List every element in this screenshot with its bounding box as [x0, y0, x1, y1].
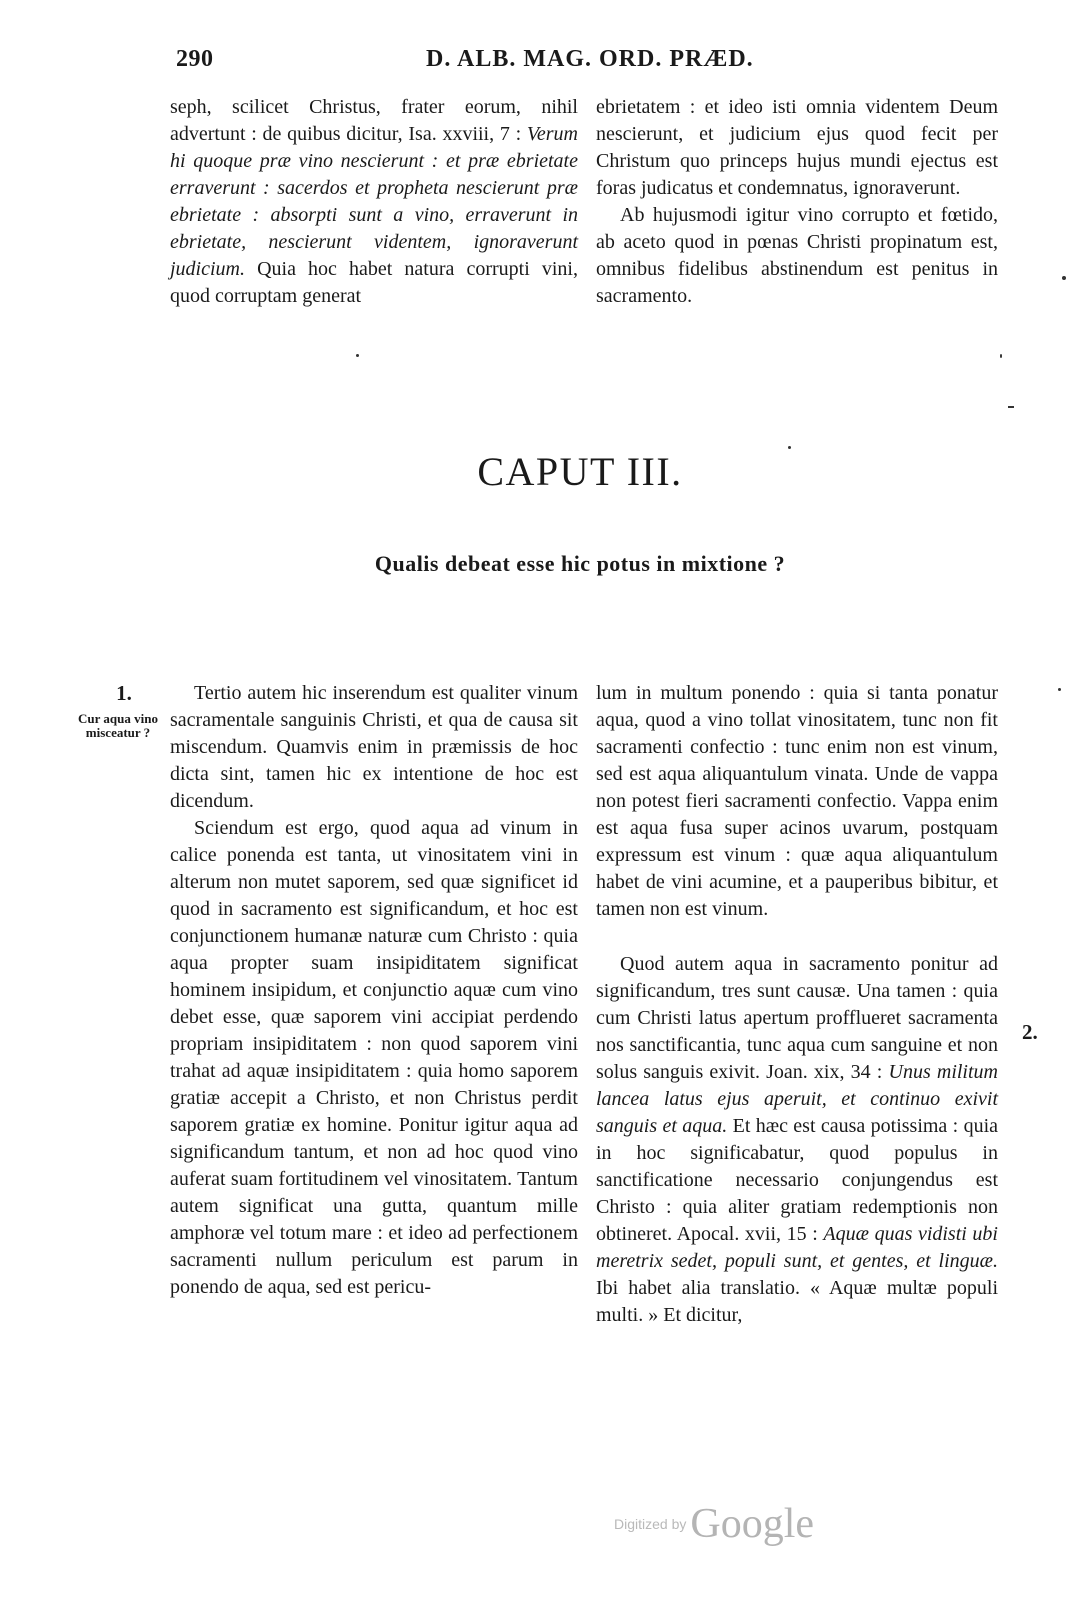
- scripture-quote: Aquæ quas vidisti ubi meretrix sedet, populi sunt, et gentes, et linguæ.: [596, 1223, 998, 1272]
- running-header: [170, 44, 1000, 78]
- paragraph-gap: [596, 923, 998, 951]
- scan-speck: [1058, 688, 1061, 691]
- header-title: D. ALB. MAG. ORD. PRÆD.: [426, 46, 754, 72]
- chapter-subtitle: Qualis debeat esse hic potus in mixtione ?: [374, 551, 786, 576]
- scan-speck: [788, 446, 791, 449]
- text-run: Quia hoc habet natura corrupti vini, quod corruptam generat: [170, 258, 578, 307]
- margin-section-number: 1.: [116, 681, 132, 705]
- paragraph: Ab hujusmodi igitur vino corrupto et fœtido, ab aceto quod in pœnas Christi propinatum est, omnibus fidelibus abstinendum est penitus in sacramento.: [596, 204, 998, 307]
- margin-note: Cur aqua vino misceatur ?: [78, 711, 158, 740]
- bottom-left-column: [170, 680, 578, 1301]
- watermark-caption: Digitized by: [614, 1516, 687, 1532]
- google-watermark: [614, 1500, 814, 1548]
- top-left-column: [170, 94, 578, 310]
- margin-section-number: 2.: [1022, 1020, 1038, 1044]
- bottom-right-column: [596, 680, 998, 1329]
- text-run: Quod autem aqua in sacramento ponitur ad significandum, tres sunt causæ. Una tamen : quia cum Christi latus apertum profflueret sacramenta nos sanctificantia, tunc aqua cum sanguine et non solus sanguis exivit. Joan. xix, 34 :: [596, 953, 998, 1083]
- scripture-quote: Unus militum lancea latus ejus aperuit, et continuo exivit sanguis et aqua.: [596, 1061, 998, 1137]
- google-logo: Google: [690, 1501, 815, 1547]
- paragraph: lum in multum ponendo : quia si tanta ponatur aqua, quod a vino tollat vinositatem, tunc non fit sacramenti confectio : tunc enim non est vinum, sed est aqua aliquantulum vinata. Unde de vappa non potest fieri sacramenti confectio. Vappa enim est aqua fusa super acinos uvarum, postquam expressum est vinum : quæ aqua aliquantulum habet de vini acumine, et a pauperibus bibitur, et tamen non est vinum.: [596, 682, 998, 920]
- text-run: Ibi habet alia translatio. « Aquæ multæ populi multi. » Et dicitur,: [596, 1277, 998, 1326]
- paragraph: Sciendum est ergo, quod aqua ad vinum in calice ponenda est tanta, ut vinositatem vini in alterum non mutet saporem, sed quæ significet id quod in sacramento est significandum, et hoc est conjunctionem humanæ naturæ cum Christo : quia aqua propter suam insipiditatem significat hominem insipidum, et conjunctio aquæ cum vino debet esse, quæ saporem vini accipiat perdendo propriam insipiditatem : non quod saporem vini trahat ad aquæ insipiditatem : quia homo saporem gratiæ accepit a Christo, et non Christus perdit saporem gratiæ ex homine. Ponitur igitur aqua ad significandum tantum, et non ad hoc quod vino auferat suam fortitudinem vel vinositatem. Tantum autem significat una gutta, quantum mille amphoræ vel totum mare : et ideo ad perfectionem sacramenti nullum periculum est parum in ponendo de aqua, sed est pericu-: [170, 817, 578, 1298]
- paragraph: Tertio autem hic inserendum est qualiter vinum sacramentale sanguinis Christi, et qua de causa sit miscendum. Quamvis enim in præmissis de hoc dicta sint, tamen hic ex intentione de hoc est dicendum.: [170, 682, 578, 812]
- page-number: 290: [176, 46, 214, 72]
- text-run: Et hæc est causa potissima : quia in hoc significabatur, quod populus in sanctificatione necessario conjungendus est Christo : quia aliter gratiam redemptionis non obtineret. Apocal. xvii, 15 :: [596, 1115, 999, 1245]
- scan-speck: [356, 354, 359, 357]
- top-right-column: [596, 94, 998, 310]
- scan-speck: [1062, 276, 1066, 280]
- scripture-quote: Verum hi quoque præ vino nescierunt : et præ ebrietate erraverunt : sacerdos et propheta nescierunt præ ebrietate : absorpti sunt a vino, erraverunt in ebrietate, nescierunt videntem, ignoraverunt judicium.: [170, 123, 578, 280]
- paragraph: [596, 951, 998, 1329]
- chapter-heading: CAPUT III.: [477, 449, 683, 494]
- scan-speck: [1008, 406, 1014, 408]
- text-run: seph, scilicet Christus, frater eorum, nihil advertunt : de quibus dicitur, Isa. xxviii, 7 :: [170, 96, 578, 145]
- paragraph: ebrietatem : et ideo isti omnia videntem Deum nescierunt, et judicium ejus quod fecit per Christum quo princeps hujus mundi ejectus est foras judicatus et condemnatus, ignoraverunt.: [596, 96, 998, 199]
- scan-speck: [1000, 354, 1002, 358]
- paragraph: [170, 94, 578, 310]
